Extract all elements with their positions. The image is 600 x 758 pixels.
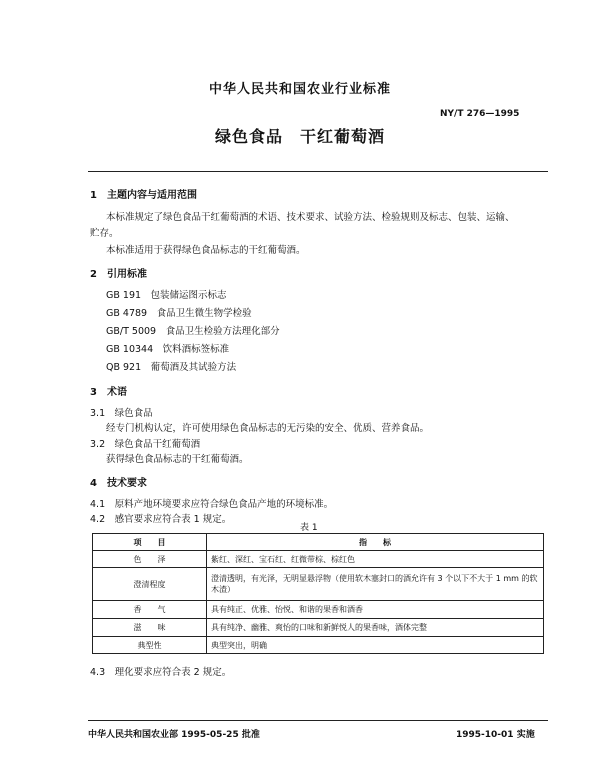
approval-line: 中华人民共和国农业部 1995-05-25 批准 bbox=[88, 730, 260, 740]
clause-4-2: 4.2 感官要求应符合表 1 规定。 bbox=[90, 514, 232, 525]
table-row bbox=[93, 568, 544, 601]
term-3-2-heading: 3.2 绿色食品干红葡萄酒 bbox=[90, 439, 201, 450]
ref-gbt5009: GB/T 5009 食品卫生检验方法理化部分 bbox=[106, 326, 280, 337]
ministry-header: 中华人民共和国农业行业标准 bbox=[208, 82, 391, 97]
row-value: 具有纯正、优雅、怡悦、和谐的果香和酒香 bbox=[207, 601, 544, 619]
row-item: 滋 味 bbox=[93, 619, 207, 637]
clause-4-3: 4.3 理化要求应符合表 2 规定。 bbox=[90, 667, 232, 678]
row-value: 紫红、深红、宝石红、红微带棕、棕红色 bbox=[207, 551, 544, 568]
clause-4-1: 4.1 原料产地环境要求应符合绿色食品产地的环境标准。 bbox=[90, 499, 334, 510]
row-item: 色 泽 bbox=[93, 551, 207, 568]
table-1-caption: 表 1 bbox=[300, 523, 318, 533]
term-3-2-text: 获得绿色食品标志的干红葡萄酒。 bbox=[106, 454, 249, 465]
row-value-line1: 澄清透明，有光泽，无明显悬浮物（使用软木塞封口的酒允许有 3 个以下不大于 1 mm 的软 bbox=[211, 574, 538, 583]
section-3-heading: 3 术语 bbox=[90, 387, 127, 398]
row-item: 典型性 bbox=[93, 637, 207, 654]
row-value bbox=[207, 568, 544, 601]
row-item: 澄清程度 bbox=[93, 568, 207, 601]
row-value-line2: 木渣） bbox=[211, 585, 235, 594]
ref-qb921: QB 921 葡萄酒及其试验方法 bbox=[106, 362, 237, 373]
ref-gb191: GB 191 包装储运图示标志 bbox=[106, 290, 227, 301]
table-row bbox=[93, 619, 544, 637]
row-value: 典型突出，明确 bbox=[207, 637, 544, 654]
section-1-para2: 本标准适用于获得绿色食品标志的干红葡萄酒。 bbox=[106, 245, 306, 256]
section-1-para1-line1: 本标准规定了绿色食品干红葡萄酒的术语、技术要求、试验方法、检验规则及标志、包装、运输、 bbox=[106, 212, 515, 223]
term-3-1-heading: 3.1 绿色食品 bbox=[90, 408, 153, 419]
term-3-1-text: 经专门机构认定，许可使用绿色食品标志的无污染的安全、优质、营养食品。 bbox=[106, 423, 430, 434]
section-4-heading: 4 技术要求 bbox=[90, 478, 147, 489]
document-title: 绿色食品 干红葡萄酒 bbox=[214, 127, 385, 146]
section-1-para1-line2: 贮存。 bbox=[90, 228, 119, 239]
ref-gb10344: GB 10344 饮料酒标签标准 bbox=[106, 344, 230, 355]
standard-number: NY/T 276—1995 bbox=[440, 109, 520, 119]
implementation-date: 1995-10-01 实施 bbox=[456, 730, 535, 740]
table-1 bbox=[92, 533, 544, 654]
section-2-heading: 2 引用标准 bbox=[90, 269, 147, 280]
table-row bbox=[93, 637, 544, 654]
header-value: 指 标 bbox=[207, 534, 544, 551]
table-row bbox=[93, 551, 544, 568]
ref-gb4789: GB 4789 食品卫生微生物学检验 bbox=[106, 308, 252, 319]
header-divider bbox=[88, 171, 548, 172]
section-1-heading: 1 主题内容与适用范围 bbox=[90, 190, 197, 201]
footer-divider bbox=[88, 720, 548, 721]
row-value: 具有纯净、幽雅、爽怡的口味和新鲜悦人的果香味，酒体完整 bbox=[207, 619, 544, 637]
table-row bbox=[93, 601, 544, 619]
table-header-row bbox=[93, 534, 544, 551]
header-item: 项 目 bbox=[93, 534, 207, 551]
row-item: 香 气 bbox=[93, 601, 207, 619]
